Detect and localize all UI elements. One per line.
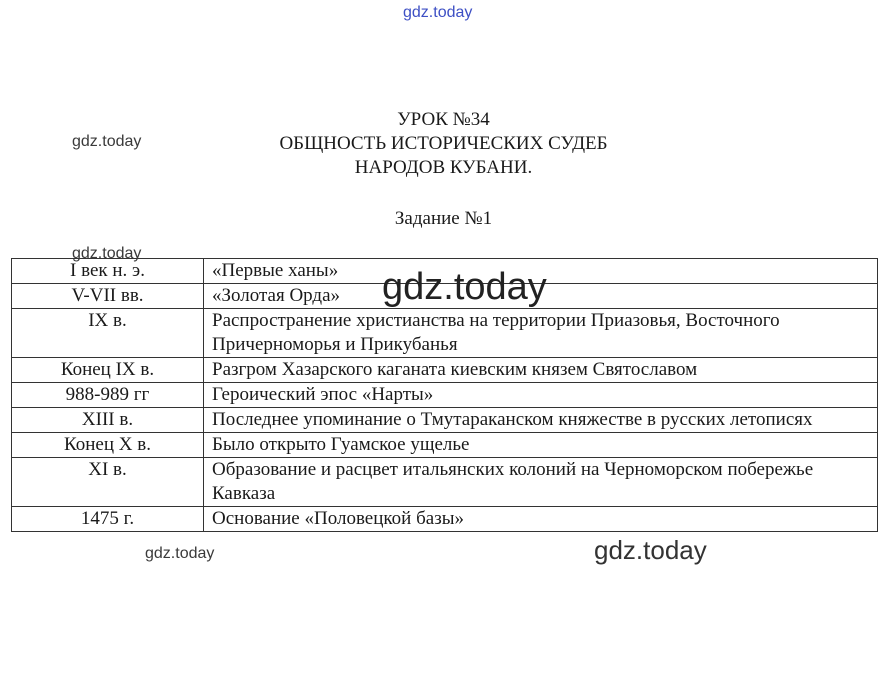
table-row	[12, 433, 878, 458]
date-cell: XIII в.	[12, 408, 204, 433]
date-cell: 1475 г.	[12, 507, 204, 532]
watermark-top[interactable]: gdz.today	[403, 4, 473, 21]
event-cell: Распространение христианства на территории Приазовья, Восточного Причерноморья и Прикубанья	[204, 309, 878, 358]
table-row	[12, 458, 878, 507]
table-row	[12, 358, 878, 383]
event-cell: Основание «Половецкой базы»	[204, 507, 878, 532]
watermark-left-lower: gdz.today	[72, 245, 142, 262]
event-cell: Образование и расцвет итальянских колоний на Черноморском побережье Кавказа	[204, 458, 878, 507]
date-cell: XI в.	[12, 458, 204, 507]
lesson-title-line-1: ОБЩНОСТЬ ИСТОРИЧЕСКИХ СУДЕБ	[279, 133, 608, 154]
date-cell: 988-989 гг	[12, 383, 204, 408]
event-cell: «Золотая Орда»	[204, 284, 878, 309]
table-row	[12, 507, 878, 532]
watermark-large: gdz.today	[382, 266, 547, 308]
date-cell: Конец IX в.	[12, 358, 204, 383]
watermark-left-upper: gdz.today	[72, 133, 142, 150]
date-cell: V-VII вв.	[12, 284, 204, 309]
date-cell: Конец X в.	[12, 433, 204, 458]
watermark-last-row: gdz.today	[145, 545, 215, 562]
lesson-title-line-2: НАРОДОВ КУБАНИ.	[354, 157, 533, 178]
task-heading: Задание №1	[394, 208, 493, 229]
event-cell: Разгром Хазарского каганата киевским князем Святославом	[204, 358, 878, 383]
table-row	[12, 408, 878, 433]
event-cell: Было открыто Гуамское ущелье	[204, 433, 878, 458]
table-row	[12, 383, 878, 408]
date-cell: I век н. э.	[12, 259, 204, 284]
date-cell: IX в.	[12, 309, 204, 358]
event-cell: Последнее упоминание о Тмутараканском княжестве в русских летописях	[204, 408, 878, 433]
table-row	[12, 309, 878, 358]
event-cell: «Первые ханы»	[204, 259, 878, 284]
watermark-right: gdz.today	[594, 535, 707, 565]
lesson-number: УРОК №34	[397, 109, 490, 130]
event-cell: Героический эпос «Нарты»	[204, 383, 878, 408]
